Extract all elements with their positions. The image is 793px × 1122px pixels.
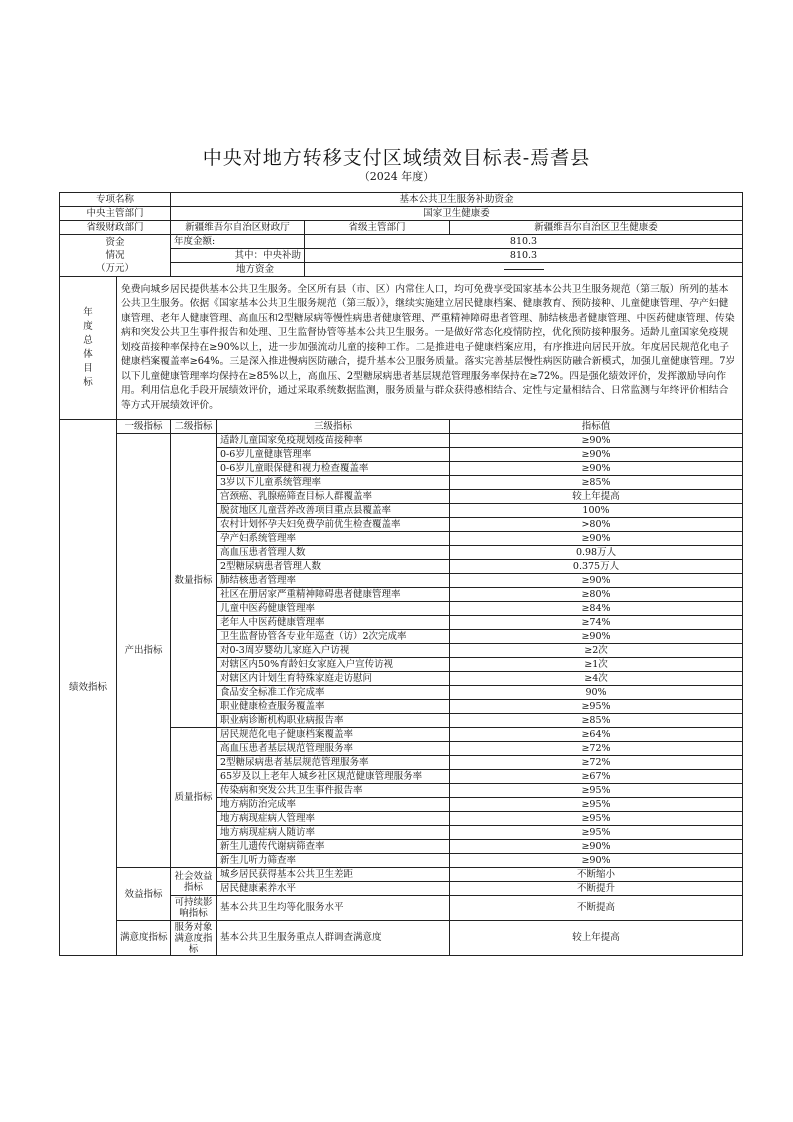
project-value: 基本公共卫生服务补助资金 xyxy=(171,193,743,207)
project-row xyxy=(60,193,743,207)
header-value: 指标值 xyxy=(450,420,743,434)
indicator-name: 高血压患者基层规范管理服务率 xyxy=(217,742,450,756)
indicator-value: 0.98万人 xyxy=(450,546,743,560)
funds-label-2: 情况 xyxy=(105,250,125,261)
indicator-name: 0-6岁儿童眼保健和视力检查覆盖率 xyxy=(217,462,450,476)
social-label: 社会效益指标 xyxy=(171,868,217,896)
goal-text: 免费向城乡居民提供基本公共卫生服务。全区所有县（市、区）内常住人口，均可免费享受国家基本公共卫生服务规范（第三版）所列的基本公共卫生服务。依据《国家基本公共卫生服务规范（第三版）》，继续实施建立居民健康档案、健康教育、预防接种、儿童健康管理、孕产妇健康管理、老年人健康管理、高血压和2型糖尿病等慢性病患者健康管理、严重精神障碍患者管理、肺结核患者健康管理、中医药健康管理、传染病和突发公共卫生事件报告和处理、卫生监督协管等基本公共卫生服务。一是做好常态化疫情防控，优化预防接种服务。适龄儿童国家免疫规划疫苗接种率保持在≥90%以上，进一步加强流动儿童的接种工作。二是推进电子健康档案应用，有序推进向居民开放。年度居民规范化电子健康档案覆盖率≥64%。三是深入推进慢病医防融合，提升基本公卫服务质量。落实完善基层慢性病医防融合新模式，加强儿童健康管理。7岁以下儿童健康管理率均保持在≥85%以上，高血压、2型糖尿病患者基层规范管理服务率保持在≥72%。四是强化绩效评价，发挥激励导向作用。利用信息化手段开展绩效评价，通过采取系统数据监测，服务质量与群众获得感相结合、定性与定量相结合、日常监测与年终评价相结合等方式开展绩效评价。 xyxy=(117,277,743,420)
indicator-name: 对0-3周岁婴幼儿家庭入户访视 xyxy=(217,644,450,658)
indicator-value: ≥67% xyxy=(450,770,743,784)
indicator-name: 孕产妇系统管理率 xyxy=(217,532,450,546)
indicator-name: 职业病诊断机构职业病报告率 xyxy=(217,714,450,728)
indicator-value: ≥95% xyxy=(450,798,743,812)
indicator-name: 儿童中医药健康管理率 xyxy=(217,602,450,616)
indicator-name: 卫生监督协管各专业年巡查（访）2次完成率 xyxy=(217,630,450,644)
indicator-value: ≥1次 xyxy=(450,658,743,672)
empty-dash xyxy=(504,269,544,270)
indicator-name: 3岁以下儿童系统管理率 xyxy=(217,476,450,490)
prov-dept-row xyxy=(60,221,743,235)
indicator-value: ≥90% xyxy=(450,854,743,868)
central-subsidy-value: 810.3 xyxy=(305,249,743,263)
indicator-name: 基本公共卫生服务重点人群调查满意度 xyxy=(217,921,450,956)
central-dept-value: 国家卫生健康委 xyxy=(171,207,743,221)
indicator-name: 高血压患者管理人数 xyxy=(217,546,450,560)
indicator-value: 较上年提高 xyxy=(450,921,743,956)
indicator-value: ≥90% xyxy=(450,532,743,546)
project-label: 专项名称 xyxy=(60,193,171,207)
local-funds-value xyxy=(305,263,743,277)
indicator-name: 地方病现症病人随访率 xyxy=(217,826,450,840)
perf-label: 绩效指标 xyxy=(60,420,117,956)
table-row xyxy=(60,868,743,882)
indicator-value: 不断缩小 xyxy=(450,868,743,882)
indicator-value: ≥80% xyxy=(450,588,743,602)
indicator-name: 对辖区内50%育龄妇女家庭入户宣传访视 xyxy=(217,658,450,672)
indicator-value: ≥72% xyxy=(450,756,743,770)
annual-total-label: 年度金额: xyxy=(171,235,305,249)
table-row xyxy=(60,434,743,448)
indicator-value: 较上年提高 xyxy=(450,490,743,504)
indicator-value: ≥90% xyxy=(450,462,743,476)
year-subtitle: （2024 年度） xyxy=(358,170,435,183)
indicator-value: ≥85% xyxy=(450,476,743,490)
indicator-name: 基本公共卫生均等化服务水平 xyxy=(217,896,450,921)
indicator-name: 食品安全标准工作完成率 xyxy=(217,686,450,700)
sustain-label: 可持续影响指标 xyxy=(171,896,217,921)
local-funds-label: 地方资金 xyxy=(171,263,305,277)
indicator-name: 居民健康素养水平 xyxy=(217,882,450,896)
indicator-name: 社区在册居家严重精神障碍患者健康管理率 xyxy=(217,588,450,602)
prov-finance-value: 新疆维吾尔自治区财政厅 xyxy=(171,221,305,235)
indicator-value: ≥84% xyxy=(450,602,743,616)
indicator-value: 90% xyxy=(450,686,743,700)
indicator-value: ≥90% xyxy=(450,840,743,854)
goal-row xyxy=(60,277,743,420)
funds-label xyxy=(60,235,171,277)
header-level1: 一级指标 xyxy=(117,420,171,434)
funds-label-1: 资金 xyxy=(105,237,125,248)
indicator-value: 0.375万人 xyxy=(450,560,743,574)
indicator-value: ≥95% xyxy=(450,812,743,826)
indicator-name: 宫颈癌、乳腺癌筛查目标人群覆盖率 xyxy=(217,490,450,504)
prov-dept-label: 省级主管部门 xyxy=(305,221,450,235)
indicator-value: ≥90% xyxy=(450,434,743,448)
quality-label: 质量指标 xyxy=(171,728,217,868)
indicator-value: ≥72% xyxy=(450,742,743,756)
indicator-name: 新生儿听力筛查率 xyxy=(217,854,450,868)
central-dept-row xyxy=(60,207,743,221)
indicator-name: 农村计划怀孕夫妇免费孕前优生检查覆盖率 xyxy=(217,518,450,532)
indicator-name: 地方病现症病人管理率 xyxy=(217,812,450,826)
central-dept-label: 中央主管部门 xyxy=(60,207,171,221)
indicator-name: 对辖区内计划生育特殊家庭走访慰问 xyxy=(217,672,450,686)
indicator-name: 65岁及以上老年人城乡社区规范健康管理服务率 xyxy=(217,770,450,784)
indicator-name: 肺结核患者管理率 xyxy=(217,574,450,588)
satisfaction-label: 满意度指标 xyxy=(117,921,171,956)
indicator-value: 不断提高 xyxy=(450,896,743,921)
indicator-name: 传染病和突发公共卫生事件报告率 xyxy=(217,784,450,798)
benefit-label: 效益指标 xyxy=(117,868,171,921)
prov-dept-value: 新疆维吾尔自治区卫生健康委 xyxy=(450,221,743,235)
performance-table xyxy=(59,192,743,956)
indicator-name: 脱贫地区儿童营养改善项目重点县覆盖率 xyxy=(217,504,450,518)
perf-header-row xyxy=(60,420,743,434)
funds-row-1 xyxy=(60,235,743,249)
indicator-name: 职业健康检查服务覆盖率 xyxy=(217,700,450,714)
indicator-name: 新生儿遗传代谢病筛查率 xyxy=(217,840,450,854)
funds-label-3: （万元） xyxy=(96,263,135,274)
indicator-name: 居民规范化电子健康档案覆盖率 xyxy=(217,728,450,742)
indicator-value: ≥95% xyxy=(450,784,743,798)
indicator-value: 不断提升 xyxy=(450,882,743,896)
indicator-value: >80% xyxy=(450,518,743,532)
service-label: 服务对象满意度指标 xyxy=(171,921,217,956)
indicator-name: 地方病防治完成率 xyxy=(217,798,450,812)
indicator-value: 100% xyxy=(450,504,743,518)
indicator-value: ≥90% xyxy=(450,448,743,462)
indicator-name: 老年人中医药健康管理率 xyxy=(217,616,450,630)
indicator-value: ≥95% xyxy=(450,826,743,840)
central-subsidy-label: 其中：中央补助 xyxy=(171,249,305,263)
indicator-value: ≥85% xyxy=(450,714,743,728)
header-level3: 三级指标 xyxy=(217,420,450,434)
indicator-name: 城乡居民获得基本公共卫生差距 xyxy=(217,868,450,882)
indicator-value: ≥2次 xyxy=(450,644,743,658)
indicator-value: ≥4次 xyxy=(450,672,743,686)
indicator-value: ≥90% xyxy=(450,630,743,644)
indicator-value: ≥90% xyxy=(450,574,743,588)
indicator-name: 2型糖尿病患者管理人数 xyxy=(217,560,450,574)
output-label: 产出指标 xyxy=(117,434,171,868)
page-title: 中央对地方转移支付区域绩效目标表-焉耆县 xyxy=(202,147,591,169)
indicator-name: 2型糖尿病患者基层规范管理服务率 xyxy=(217,756,450,770)
prov-finance-label: 省级财政部门 xyxy=(60,221,171,235)
header-level2: 二级指标 xyxy=(171,420,217,434)
indicator-name: 适龄儿童国家免疫规划疫苗接种率 xyxy=(217,434,450,448)
indicator-name: 0-6岁儿童健康管理率 xyxy=(217,448,450,462)
indicator-value: ≥64% xyxy=(450,728,743,742)
quantity-label: 数量指标 xyxy=(171,434,217,728)
goal-label-cell xyxy=(60,277,117,420)
annual-total-value: 810.3 xyxy=(305,235,743,249)
table-row xyxy=(60,921,743,956)
indicator-value: ≥74% xyxy=(450,616,743,630)
goal-label: 年度总体目标 xyxy=(83,307,93,388)
indicator-value: ≥95% xyxy=(450,700,743,714)
